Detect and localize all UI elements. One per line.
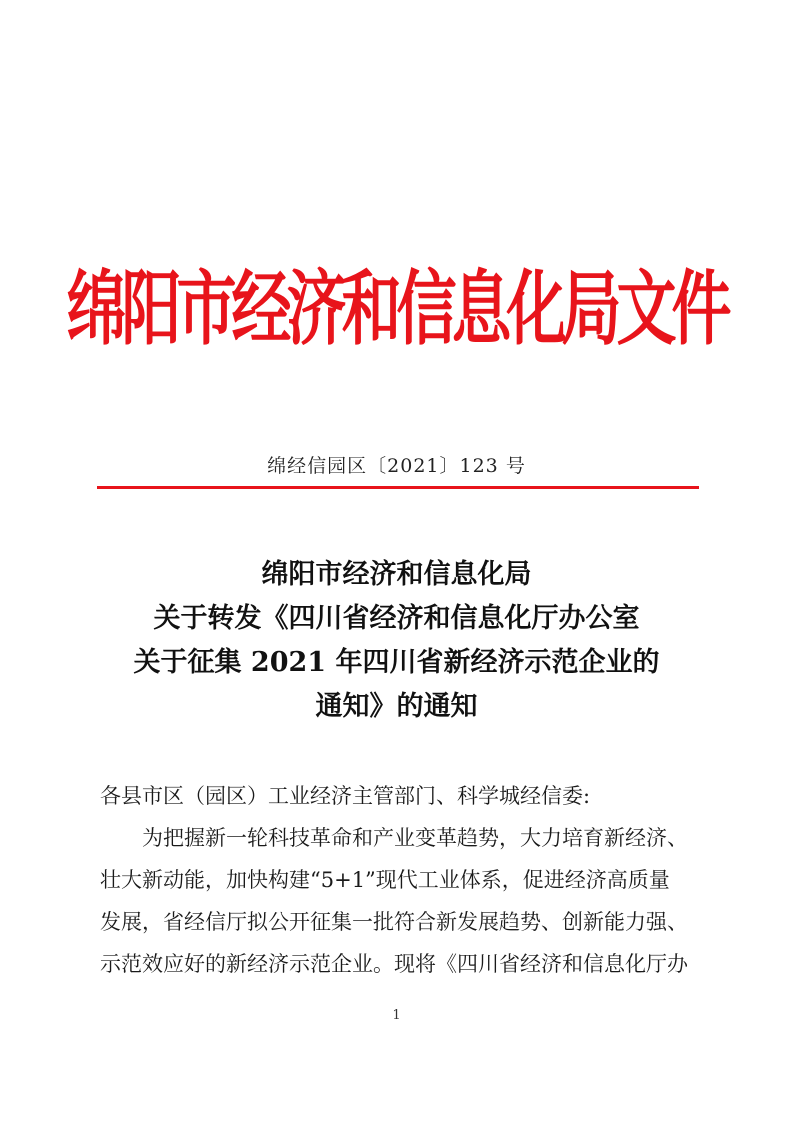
title-line: 关于转发《四川省经济和信息化厅办公室	[153, 603, 640, 634]
body-line: 示范效应好的新经济示范企业。现将《四川省经济和信息化厅办	[100, 952, 688, 976]
title-line: 关于征集 2021 年四川省新经济示范企业的	[133, 647, 660, 678]
document-body	[100, 775, 700, 985]
red-divider-line	[97, 486, 699, 489]
document-number: 绵经信园区〔2021〕123 号	[267, 455, 526, 477]
title-line: 通知》的通知	[315, 691, 478, 722]
salutation: 各县市区（园区）工业经济主管部门、科学城经信委:	[100, 784, 591, 808]
title-line: 绵阳市经济和信息化局	[261, 559, 532, 590]
document-masthead: 绵阳市经济和信息化局文件	[66, 262, 727, 358]
body-line: 为把握新一轮科技革命和产业变革趋势，大力培育新经济、	[142, 826, 688, 850]
document-title	[0, 553, 793, 729]
body-line: 发展，省经信厅拟公开征集一批符合新发展趋势、创新能力强、	[100, 910, 688, 934]
body-line: 壮大新动能，加快构建“5+1”现代工业体系，促进经济高质量	[100, 868, 670, 892]
page-number: 1	[392, 1008, 401, 1023]
